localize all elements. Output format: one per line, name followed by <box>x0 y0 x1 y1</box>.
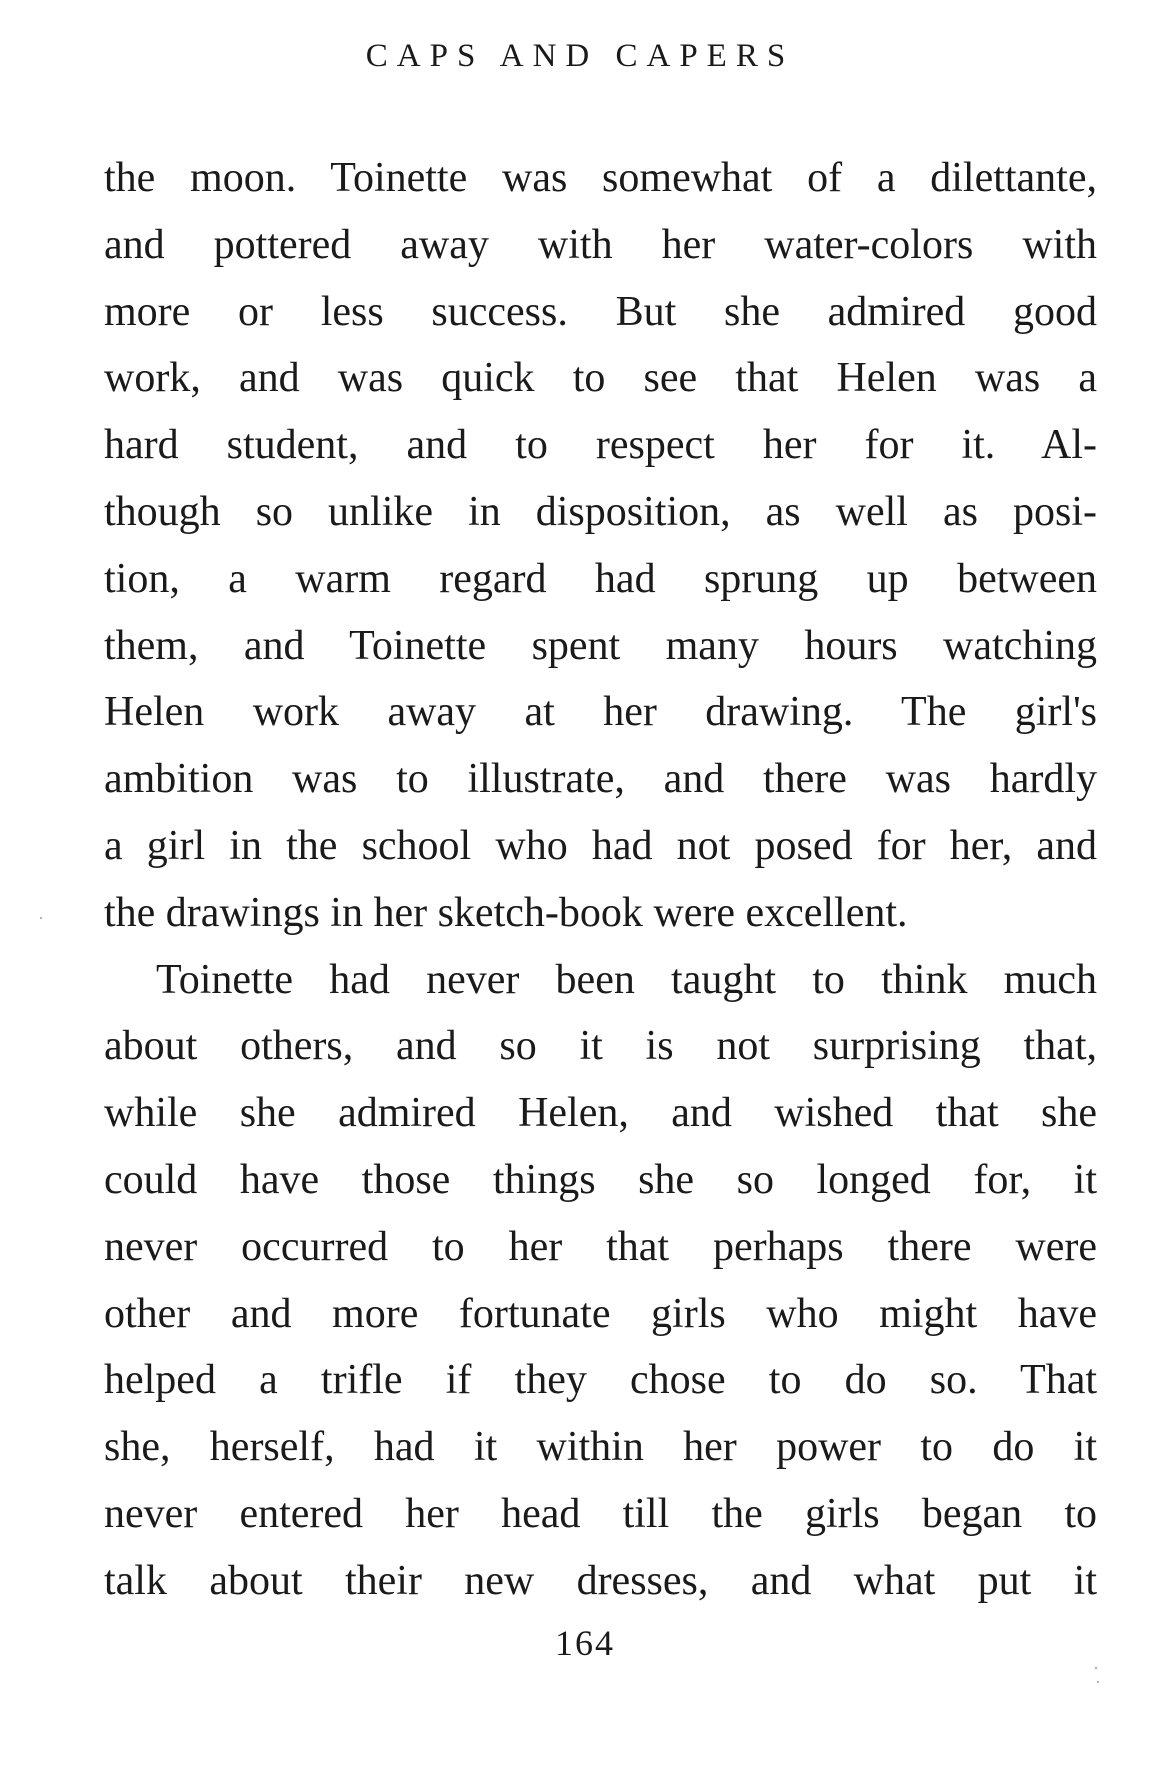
text-line: a girl in the school who had not posed for her, and <box>104 822 1097 869</box>
text-line: ambition was to illustrate, and there was hardly <box>104 756 1097 803</box>
text-line: never entered her head till the girls began to <box>104 1490 1097 1537</box>
text-line: about others, and so it is not surprising that, <box>104 1023 1097 1070</box>
text-line: never occurred to her that perhaps there were <box>104 1223 1097 1270</box>
text-line: them, and Toinette spent many hours watching <box>104 622 1097 669</box>
text-line: other and more fortunate girls who might have <box>104 1290 1097 1337</box>
text-line: and pottered away with her water-colors with <box>104 221 1097 268</box>
running-title: CAPS AND CAPERS <box>365 38 795 74</box>
text-line: more or less success. But she admired good <box>104 288 1097 335</box>
text-line: helped a trifle if they chose to do so. That <box>104 1357 1097 1404</box>
body-text <box>104 145 1097 1615</box>
text-line: the moon. Toinette was somewhat of a dilettante, <box>104 155 1097 201</box>
scan-speck <box>40 917 42 919</box>
text-line: hard student, and to respect her for it. Al- <box>104 422 1097 469</box>
paragraph-start-line: Toinette had never been taught to think much <box>156 956 1097 1003</box>
text-line: while she admired Helen, and wished that she <box>104 1090 1097 1137</box>
scan-speck <box>1097 1681 1099 1683</box>
text-line: work, and was quick to see that Helen was a <box>104 355 1097 402</box>
text-line: could have those things she so longed for, it <box>104 1156 1097 1203</box>
text-line: Helen work away at her drawing. The girl's <box>104 689 1097 736</box>
text-line: tion, a warm regard had sprung up between <box>104 555 1097 602</box>
text-line: talk about their new dresses, and what put it <box>104 1557 1097 1604</box>
scan-speck <box>1095 1667 1097 1669</box>
paragraph-end-line: the drawings in her sketch-book were excellent. <box>104 889 908 936</box>
page-number: 164 <box>555 1623 615 1663</box>
text-line: she, herself, had it within her power to do it <box>104 1424 1097 1471</box>
text-line: though so unlike in disposition, as well as posi- <box>104 488 1097 535</box>
